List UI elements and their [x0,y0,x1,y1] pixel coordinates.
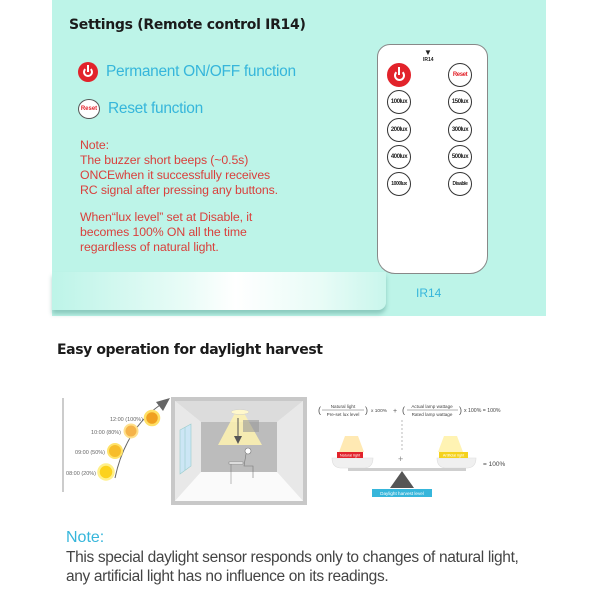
remote-button-100lux[interactable]: 100lux [387,90,411,114]
note-line: When“lux level” set at Disable, it [80,210,253,224]
remote-button-300lux[interactable]: 300lux [448,118,472,142]
svg-text:): ) [459,405,462,415]
note-line: becomes 100% ON all the time [80,225,247,239]
harvest-formula [318,404,501,417]
formula-result: x 100% = 100% [464,408,501,414]
sun-point [110,411,159,425]
formula-multiplier: x 100% [371,409,387,414]
sun-point [66,465,113,480]
settings-title: Settings (Remote control IR14) [69,17,306,33]
svg-text:+: + [398,454,404,464]
remote-button-150lux[interactable]: 150lux [448,90,472,114]
remote-button-200lux[interactable]: 200lux [387,118,411,142]
formula-numerator-natural: Natural light [330,404,356,409]
function-label: Permanent ON/OFF function [106,63,296,80]
sun-label: 08:00 (20%) [66,471,96,477]
sun-label: 09:00 (50%) [75,450,105,456]
signal-icon: ▼ [424,48,432,57]
svg-text:(: ( [318,405,321,415]
room-illustration [171,397,307,505]
scale-right-label: Artificial light [442,453,465,458]
note-line: Note: [80,138,109,152]
scale-left-label: Natural light [339,453,361,458]
harvest-title: Easy operation for daylight harvest [57,342,323,358]
remote-reset-button[interactable]: Reset [448,63,472,87]
sun-label: 12:00 (100%) [109,417,143,423]
formula-denominator-lux: Pre-set lux level [326,412,360,417]
note-line: ONCEwhen it successfully receives [80,168,271,182]
balance-scale [332,420,505,497]
bottom-note-title: Note: [66,529,105,546]
scale-equals: = 100% [483,461,506,468]
note-line: The buzzer short beeps (~0.5s) [80,153,249,167]
function-label: Reset function [108,100,203,117]
sun-label: 10:00 (80%) [91,430,121,436]
remote-caption: IR14 [416,286,442,300]
scale-base-label: Daylight harvest level [380,491,424,496]
arrow-head-icon [156,398,170,411]
note-line: This special daylight sensor responds only to changes of natural light, [66,549,519,566]
svg-text:): ) [365,405,368,415]
note-line: RC signal after pressing any buttons. [80,183,278,197]
remote-button-400lux[interactable]: 400lux [387,145,411,169]
remote-button-1000lux[interactable]: 1000lux [387,172,411,196]
formula-denominator-lamp: Rated lamp wattage [411,412,453,417]
svg-text:(: ( [402,405,405,415]
note-line: any artificial light has no influence on its readings. [66,568,389,585]
sun-point [75,444,122,458]
remote-button-500lux[interactable]: 500lux [448,145,472,169]
reset-icon: Reset [78,99,100,119]
remote-button-disable[interactable]: Disable [448,172,472,196]
sun-point [91,425,137,438]
bottom-note-text [66,548,518,586]
remote-model-label: IR14 [423,57,434,63]
formula-numerator-lamp: Actual lamp wattage [411,404,453,409]
formula-plus: + [393,408,398,415]
note-line: regardless of natural light. [80,240,219,254]
